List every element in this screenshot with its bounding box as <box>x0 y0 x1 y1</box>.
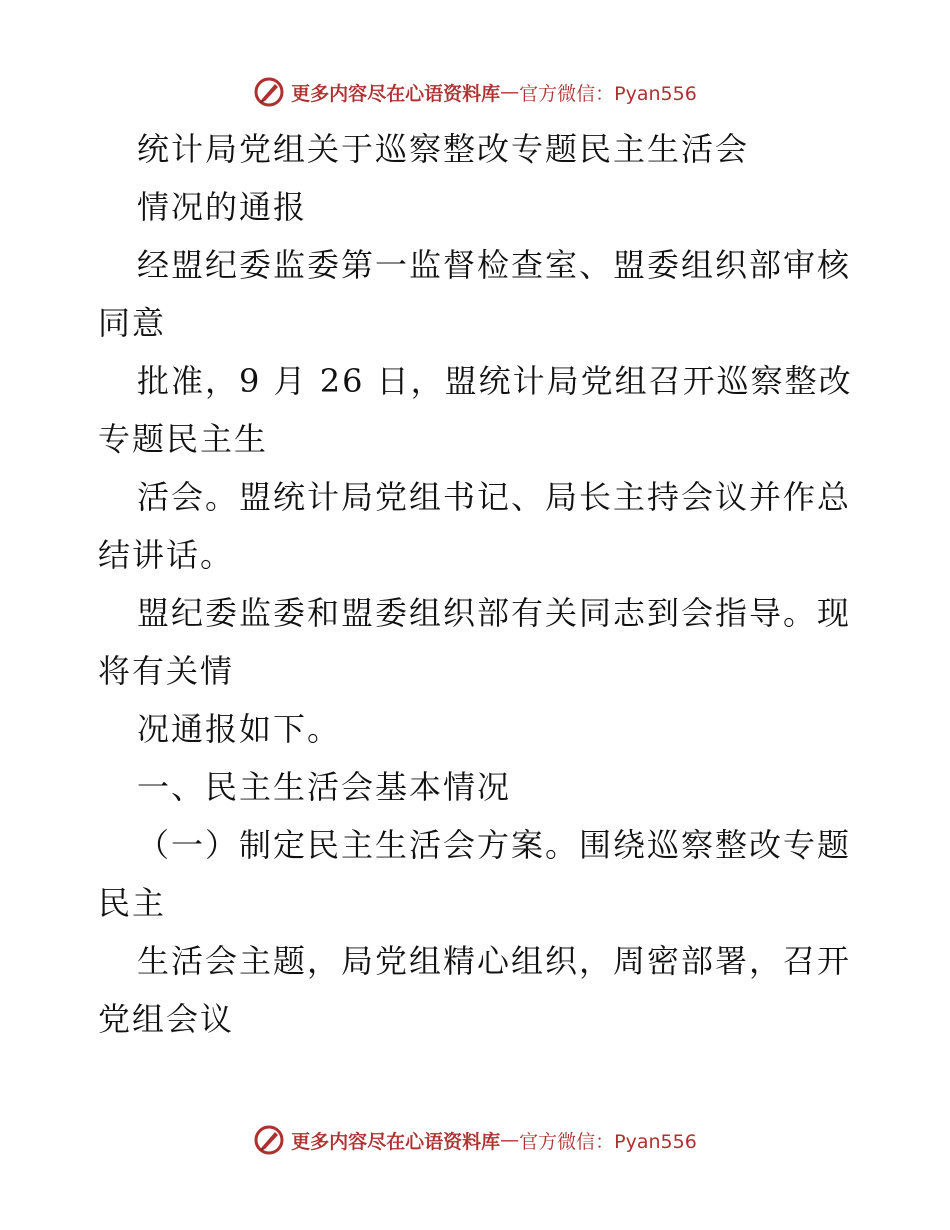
doc-line: 盟纪委监委和盟委组织部有关同志到会指导。现 <box>137 594 852 632</box>
doc-line: 同意 <box>98 304 167 342</box>
pen-logo-icon <box>253 1124 285 1156</box>
doc-line: 生活会主题，局党组精心组织，周密部署，召开 <box>137 942 852 980</box>
banner-sub-text: 官方微信：Pyan556 <box>519 82 697 105</box>
banner-main-text: 更多内容尽在心语资料库 <box>291 1130 501 1153</box>
doc-line: 统计局党组关于巡察整改专题民主生活会 <box>137 130 750 168</box>
banner-main-text: 更多内容尽在心语资料库 <box>291 82 501 105</box>
document-body <box>98 120 858 1048</box>
banner-dash: — <box>500 81 520 103</box>
doc-line: 一、民主生活会基本情况 <box>137 768 512 806</box>
doc-line: 批准，9 月 26 日，盟统计局党组召开巡察整改 <box>137 362 853 400</box>
header-watermark-banner <box>0 72 950 112</box>
banner-dash: — <box>500 1129 520 1151</box>
doc-line: 党组会议 <box>98 1000 235 1038</box>
doc-line: 情况的通报 <box>137 188 308 226</box>
doc-line: 结讲话。 <box>98 536 235 574</box>
doc-line: 将有关情 <box>98 652 235 690</box>
doc-line: （一）制定民主生活会方案。围绕巡察整改专题 <box>137 826 852 864</box>
banner-sub-text: 官方微信：Pyan556 <box>519 1130 697 1153</box>
doc-line: 况通报如下。 <box>137 710 342 748</box>
pen-logo-icon <box>253 76 285 108</box>
doc-line: 民主 <box>98 884 167 922</box>
footer-watermark-banner <box>0 1120 950 1160</box>
doc-line: 活会。盟统计局党组书记、局长主持会议并作总 <box>137 478 852 516</box>
doc-line: 专题民主生 <box>98 420 269 458</box>
doc-line: 经盟纪委监委第一监督检查室、盟委组织部审核 <box>137 246 852 284</box>
